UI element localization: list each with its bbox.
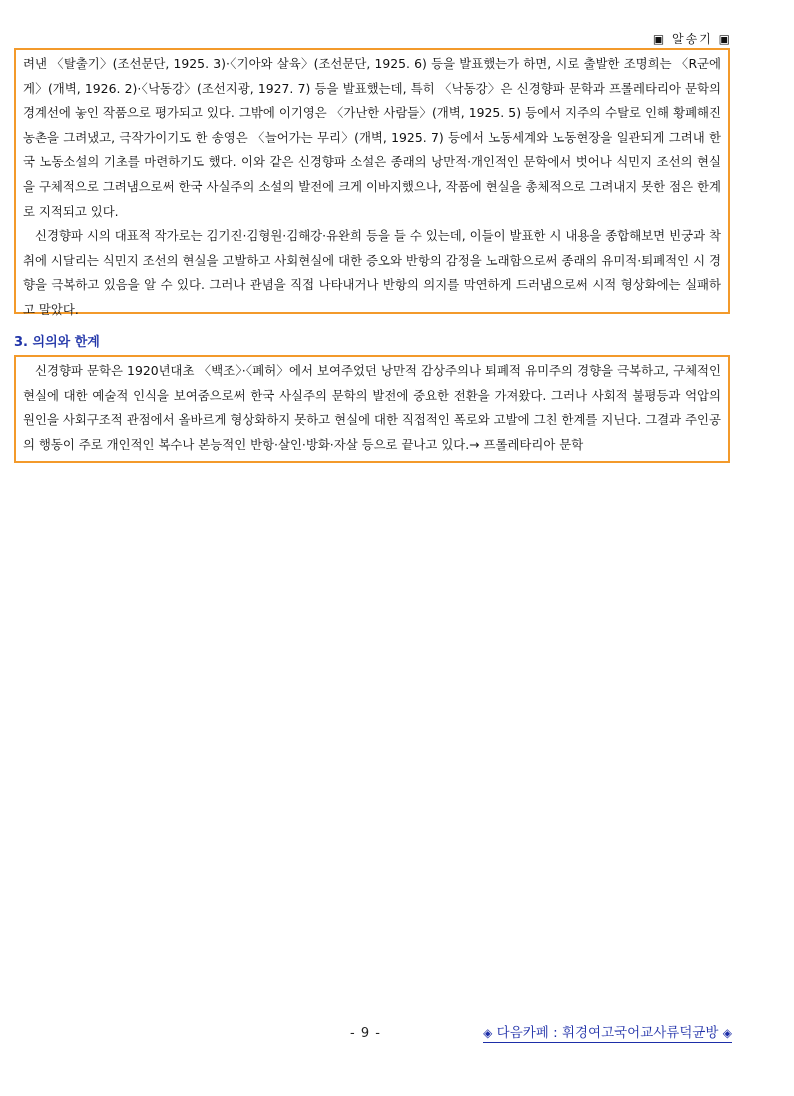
page-number: - 9 - (350, 1026, 381, 1041)
header-tag: ▣ 알송기 ▣ (652, 32, 732, 46)
paragraph-shingyeonghyang-poetry: 신경향파 시의 대표적 작가로는 김기진·김형원·김해강·유완희 등을 들 수 있는데, 이들이 발표한 시 내용을 종합해보면 빈궁과 착취에 시달리는 식민지 조선의 현실을 고발하고 사회현실에 대한 증오와 반항의 감정을 노래함으로써 종래의 유미적·퇴폐적인 시 경향을 극복하고 있음을 알 수 있다. 그러나 관념을 직접 나타내거나 반항의 의지를 막연하게 드러냄으로써 시적 형상화에는 실패하고 말았다. (23, 228, 721, 317)
content-box-continuation (14, 48, 730, 317)
diamond-right-icon: ◈ (722, 1026, 732, 1040)
paragraph-shingyeonghyang-novel: 려낸 〈탈출기〉(조선문단, 1925. 3)·〈기아와 살육〉(조선문단, 1925. 6) 등을 발표했는가 하면, 시로 출발한 조명희는 〈R군에게〉(개벽, 1926. 2)·〈낙동강〉(조선지광, 1927. 7) 등을 발표했는데, 특히 〈낙동강〉은 신경향파 문학과 프롤레타리아 문학의 경계선에 놓인 작품으로 평가되고 있다. 그밖에 이기영은 〈가난한 사람들〉(개벽, 1925. 5) 등에서 지주의 수탈로 인해 황폐해진 농촌을 그려냈고, 극작가이기도 한 송영은 〈늘어가는 무리〉(개벽, 1925. 7) 등에서 노동세계와 노동현장을 일관되게 그려내 한국 노동소설의 기초를 마련하기도 했다. 이와 같은 신경향파 소설은 종래의 낭만적·개인적인 문학에서 벗어나 식민지 조선의 현실을 구체적으로 그려냄으로써 한국 사실주의 소설의 발전에 크게 이바지했으나, 작품에 현실을 총체적으로 그려내지 못한 점은 한계로 지적되고 있다. (23, 56, 721, 219)
diamond-left-icon: ◈ (483, 1026, 493, 1040)
content-box-significance (14, 355, 730, 463)
section-heading-significance: 3. 의의와 한계 (14, 335, 100, 350)
cafe-link[interactable] (483, 1025, 732, 1043)
cafe-link-text[interactable]: 다음카페 : 휘경여고국어교사류덕균방 (496, 1025, 719, 1041)
paragraph-significance-limits: 신경향파 문학은 1920년대초 〈백조〉·〈폐허〉에서 보여주었던 낭만적 감상주의나 퇴폐적 유미주의 경향을 극복하고, 구체적인 현실에 대한 예술적 인식을 보여줌으로써 한국 사실주의 문학의 발전에 중요한 전환을 가져왔다. 그러나 사회적 불평등과 억압의 원인을 사회구조적 관점에서 올바르게 형상화하지 못하고 현실에 대한 직접적인 폭로와 고발에 그친 한계를 지닌다. 그결과 주인공의 행동이 주로 개인적인 복수나 본능적인 반항·살인·방화·자살 등으로 끝나고 있다.→ 프롤레타리아 문학 (23, 363, 721, 452)
